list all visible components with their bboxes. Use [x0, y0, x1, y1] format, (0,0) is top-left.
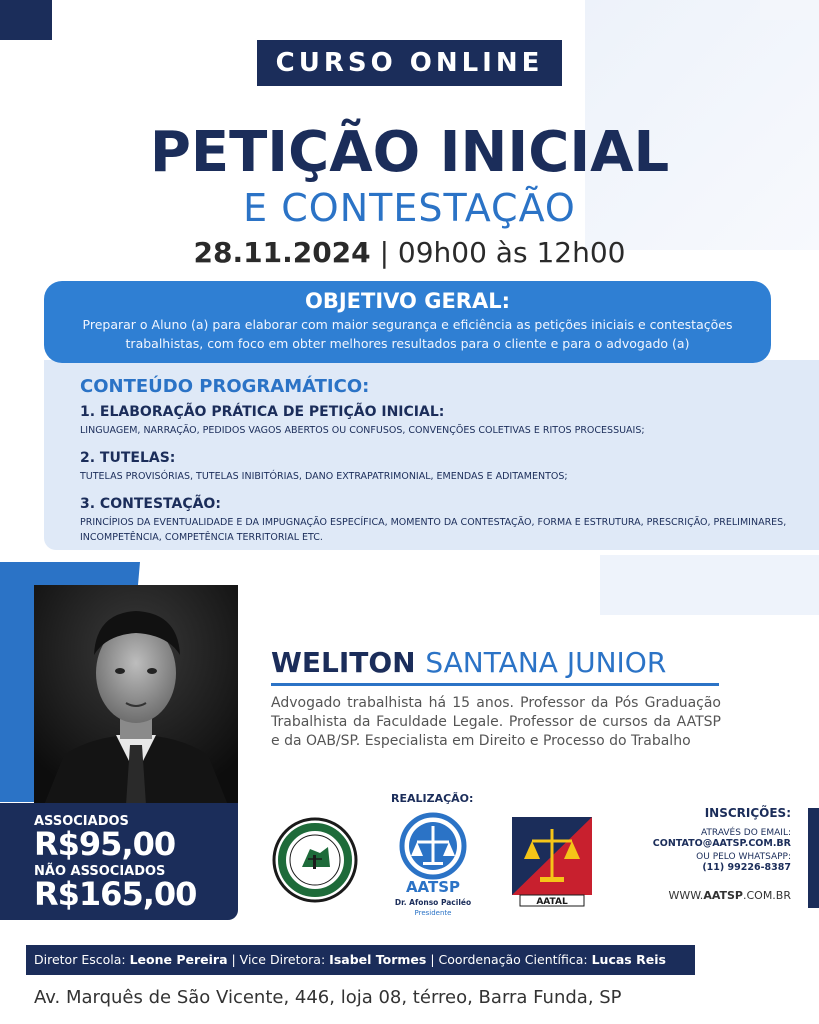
staff-credits-bar: [26, 945, 695, 975]
vice-director-name: Isabel Tormes: [329, 952, 427, 967]
aatal-logo: [510, 815, 594, 907]
member-price-label: ASSOCIADOS: [34, 814, 129, 829]
director-name: Leone Pereira: [129, 952, 228, 967]
objective-text: Preparar o Aluno (a) para elaborar com maior segurança e eficiência as petições iniciais e contestações trabalhistas, com foco em obter melhores resultados para o cliente e para o advogado (a): [82, 317, 733, 351]
email-label: ATRAVÉS DO EMAIL:: [700, 828, 791, 838]
website-domain: AATSP: [703, 889, 743, 902]
website-suffix: .COM.BR: [742, 889, 791, 902]
director-label: Diretor Escola:: [34, 952, 126, 967]
member-price: R$95,00: [34, 825, 176, 863]
program-title: CONTEÚDO PROGRAMÁTICO:: [80, 376, 370, 397]
speaker-underline: [271, 683, 719, 686]
aatsp-logo: [393, 812, 473, 922]
coordinator-name: Lucas Reis: [591, 952, 666, 967]
date-time: [0, 236, 819, 269]
realizacao-label: REALIZAÇÃO:: [391, 792, 474, 805]
whatsapp-number[interactable]: (11) 99226-8387: [702, 862, 791, 873]
date-separator: |: [379, 236, 389, 269]
speaker-photo: [34, 585, 238, 805]
speaker-last-name: SANTANA JUNIOR: [425, 646, 667, 679]
speaker-portrait: [34, 585, 238, 805]
program-section-text: PRINCÍPIOS DA EVENTUALIDADE E DA IMPUGNAÇÃO ESPECÍFICA, MOMENTO DA CONTESTAÇÃO, FORMA E ESTRUTURA, PRESCRIÇÃO, PRELIMINARES, INCOMPETÊNCIA, COMPETÊNCIA TERRITORIAL ETC.: [80, 517, 787, 543]
pricing-panel: [0, 803, 238, 920]
program-section-title: 2. TUTELAS:: [80, 450, 176, 466]
whatsapp-label: OU PELO WHATSAPP:: [696, 852, 791, 862]
course-badge: CURSO ONLINE: [257, 40, 562, 86]
aatal-logo-text: AATAL: [536, 897, 568, 907]
speaker-name: [271, 646, 666, 679]
background-panel-lower: [600, 555, 819, 615]
event-time: 09h00 às 12h00: [397, 236, 626, 269]
decorative-bar: [808, 808, 819, 908]
event-date: 28.11.2024: [193, 236, 371, 269]
corner-block: [0, 0, 52, 40]
program-section-title: 3. CONTESTAÇÃO:: [80, 496, 221, 512]
page-title: PETIÇÃO INICIAL: [149, 120, 670, 185]
website-prefix: WWW.: [668, 889, 704, 902]
nonmember-price: R$165,00: [34, 875, 197, 913]
contact-email-link[interactable]: CONTATO@AATSP.COM.BR: [652, 838, 791, 849]
speaker-first-name: WELITON: [271, 646, 416, 679]
registration-info: [600, 806, 791, 902]
program-section-text: LINGUAGEM, NARRAÇÃO, PEDIDOS VAGOS ABERTOS OU CONFUSOS, CONVENÇÕES COLETIVAS E RITOS PROCESSUAIS;: [80, 425, 645, 436]
coordinator-label: | Coordenação Científica:: [430, 952, 588, 967]
vice-director-label: | Vice Diretora:: [231, 952, 326, 967]
program-panel: [44, 360, 819, 550]
page-subtitle: E CONTESTAÇÃO: [243, 186, 576, 230]
objective-title: OBJETIVO GERAL:: [305, 289, 510, 313]
nonmember-price-label: NÃO ASSOCIADOS: [34, 864, 166, 879]
aatsp-president-name: Dr. Afonso Paciléo: [394, 898, 472, 907]
address: Av. Marquês de São Vicente, 446, loja 08, térreo, Barra Funda, SP: [34, 987, 622, 1008]
objective-panel: [44, 281, 771, 363]
registration-title: INSCRIÇÕES:: [704, 806, 791, 820]
corner-block-light: [760, 0, 819, 20]
program-section-text: TUTELAS PROVISÓRIAS, TUTELAS INIBITÓRIAS, DANO EXTRAPATRIMONIAL, EMENDAS E ADITAMENTOS;: [80, 471, 568, 482]
speaker-bio: Advogado trabalhista há 15 anos. Professor da Pós Graduação Trabalhista da Faculdade Legale. Professor de cursos da AATSP e da OAB/SP. Especialista em Direito e Processo do Trabalho: [271, 695, 721, 749]
association-seal-logo: [272, 817, 358, 903]
program-section-title: 1. ELABORAÇÃO PRÁTICA DE PETIÇÃO INICIAL:: [80, 404, 445, 420]
aatsp-logo-text: AATSP: [405, 878, 461, 896]
aatsp-president-role: Presidente: [414, 909, 452, 917]
website-link[interactable]: [600, 889, 791, 902]
